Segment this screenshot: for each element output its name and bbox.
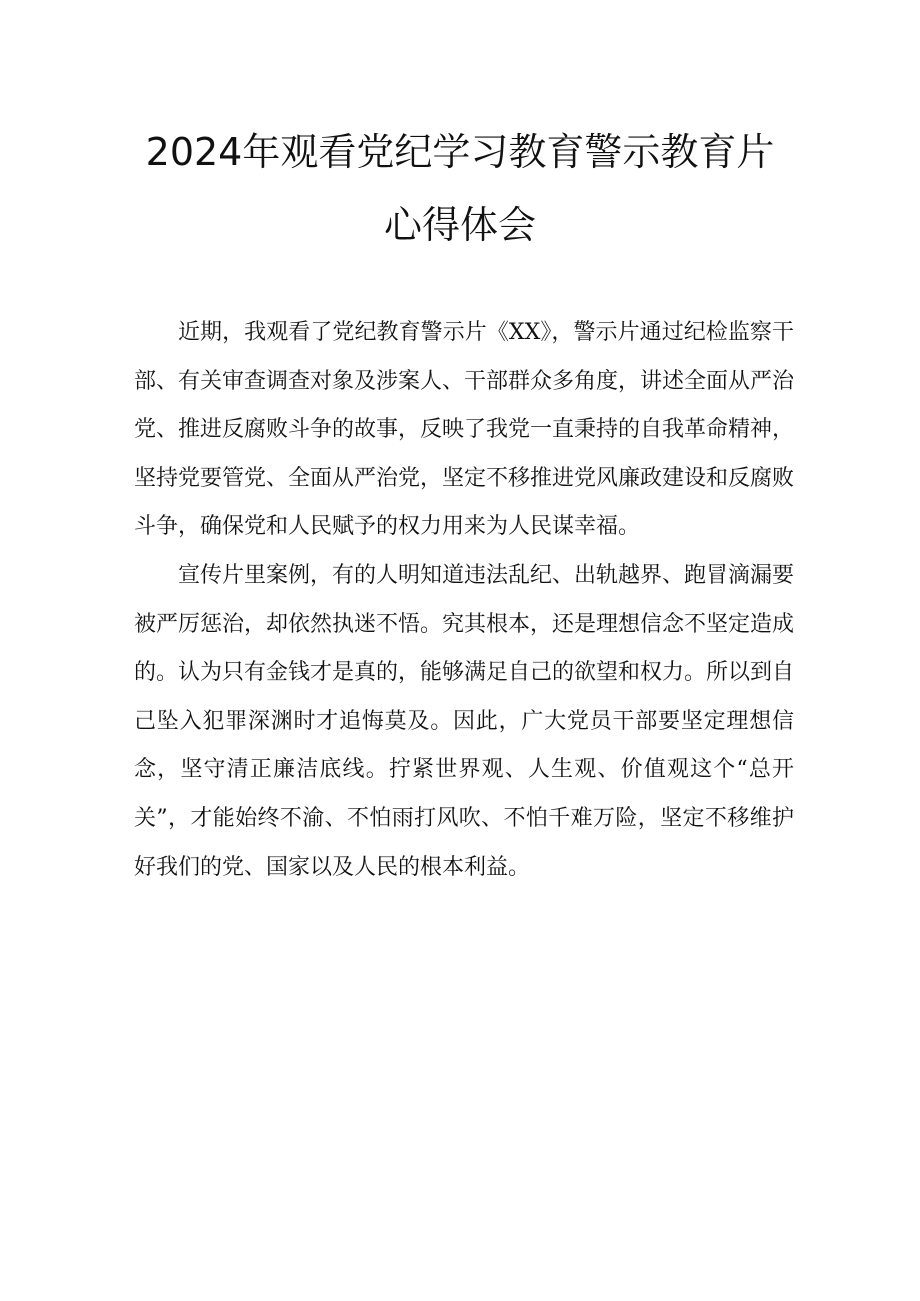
document-title-line-2: 心得体会: [383, 203, 536, 247]
paragraph-1: 近期，我观看了党纪教育警示片《XX》，警示片通过纪检监察干部、有关审查调查对象及涉案人、干部群众多角度，讲述全面从严治党、推进反腐败斗争的故事，反映了我党一直秉持的自我革命精神，坚持党要管党、全面从严治党，坚定不移推进党风廉政建设和反腐败斗争，确保党和人民赋予的权力用来为人民谋幸福。: [134, 320, 795, 540]
document-title-line-1: 2024年观看党纪学习教育警示教育片: [145, 130, 775, 174]
paragraph-2: 宣传片里案例，有的人明知道违法乱纪、出轨越界、跑冒滴漏要被严厉惩治，却依然执迷不悟。究其根本，还是理想信念不坚定造成的。认为只有金钱才是真的，能够满足自己的欲望和权力。所以到自己坠入犯罪深渊时才追悔莫及。因此，广大党员干部要坚定理想信念，坚守清正廉洁底线。拧紧世界观、人生观、价值观这个“总开关”，才能始终不渝、不怕雨打风吹、不怕千难万险，坚定不移维护好我们的党、国家以及人民的根本利益。: [134, 562, 795, 880]
document-body: [134, 309, 794, 892]
